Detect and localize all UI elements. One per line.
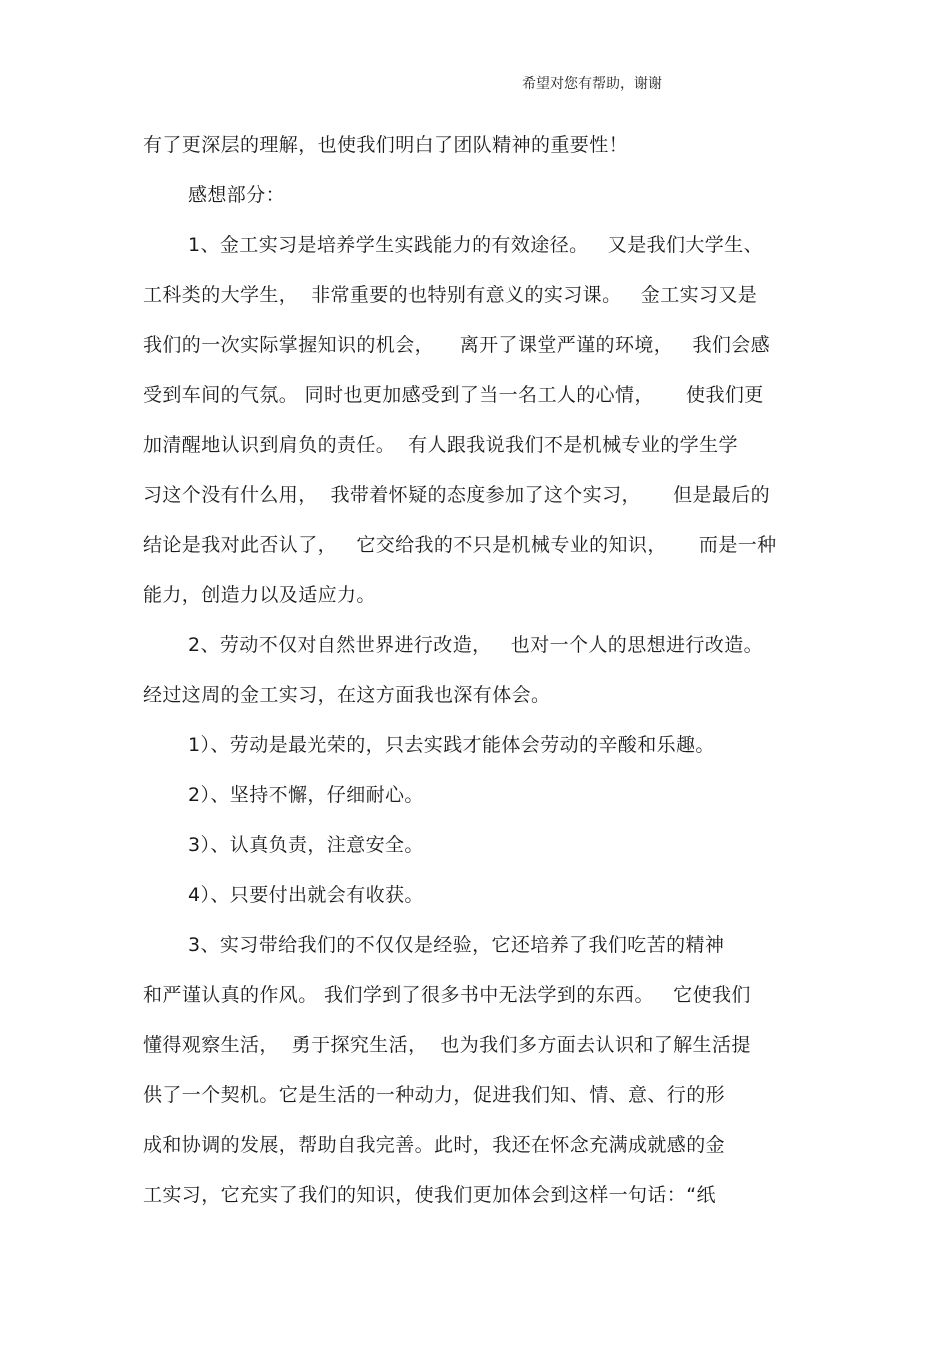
text-line: 2、劳动不仅对自然世界进行改造， 也对一个人的思想进行改造。 — [188, 634, 764, 656]
document-body — [143, 120, 823, 1220]
text-line: 3、实习带给我们的不仅仅是经验，它还培养了我们吃苦的精神 — [188, 934, 725, 956]
text-line: 我们的一次实际掌握知识的机会， 离开了课堂严谨的环境， 我们会感 — [143, 334, 771, 356]
text-line: 加清醒地认识到肩负的责任。 有人跟我说我们不是机械专业的学生学 — [143, 434, 738, 456]
list-item: 1）、劳动是最光荣的，只去实践才能体会劳动的辛酸和乐趣。 — [188, 734, 715, 756]
text-line: 懂得观察生活， 勇于探究生活， 也为我们多方面去认识和了解生活提 — [143, 1034, 751, 1056]
text-line: 和严谨认真的作风。 我们学到了很多书中无法学到的东西。 它使我们 — [143, 984, 751, 1006]
text-line: 工科类的大学生， 非常重要的也特别有意义的实习课。 金工实习又是 — [143, 284, 758, 306]
text-line: 1、金工实习是培养学生实践能力的有效途径。 又是我们大学生、 — [188, 234, 764, 256]
list-item: 2）、坚持不懈，仔细耐心。 — [188, 784, 424, 806]
text-line: 经过这周的金工实习，在这方面我也深有体会。 — [143, 684, 551, 706]
text-line: 习这个没有什么用， 我带着怀疑的态度参加了这个实习， 但是最后的 — [143, 484, 771, 506]
text-line: 工实习，它充实了我们的知识，使我们更加体会到这样一句话：“纸 — [143, 1184, 716, 1206]
section-heading: 感想部分： — [188, 184, 286, 206]
header-note: 希望对您有帮助，谢谢 — [522, 76, 662, 92]
text-line: 结论是我对此否认了， 它交给我的不只是机械专业的知识， 而是一种 — [143, 534, 777, 556]
text-line: 受到车间的气氛。 同时也更加感受到了当一名工人的心情， 使我们更 — [143, 384, 764, 406]
text-line: 能力，创造力以及适应力。 — [143, 584, 376, 606]
list-item: 4）、只要付出就会有收获。 — [188, 884, 424, 906]
text-line: 有了更深层的理解，也使我们明白了团队精神的重要性！ — [143, 134, 629, 156]
text-line: 供了一个契机。它是生活的一种动力，促进我们知、情、意、行的形 — [143, 1084, 726, 1106]
text-line: 成和协调的发展，帮助自我完善。此时，我还在怀念充满成就感的金 — [143, 1134, 726, 1156]
list-item: 3）、认真负责，注意安全。 — [188, 834, 424, 856]
